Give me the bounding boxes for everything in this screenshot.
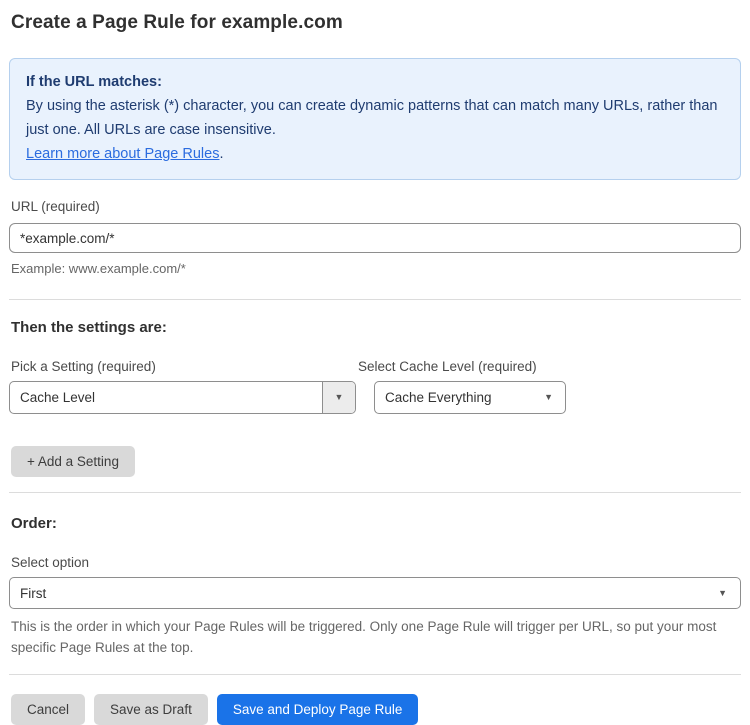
settings-section-heading: Then the settings are: <box>11 319 167 336</box>
divider <box>9 492 741 493</box>
caret-down-icon: ▼ <box>544 392 553 402</box>
order-section-heading: Order: <box>11 515 57 532</box>
setting-picker-caret-button[interactable] <box>322 382 355 413</box>
url-example-helper: Example: www.example.com/* <box>11 261 186 276</box>
divider <box>9 674 741 675</box>
order-helper-text: This is the order in which your Page Rules will be triggered. Only one Page Rule will trigger per URL, so put your most specific Page Rules at the top. <box>11 619 717 655</box>
cache-level-value: Cache Everything <box>385 390 492 405</box>
url-input[interactable] <box>9 223 741 253</box>
footer-buttons <box>9 694 741 725</box>
setting-picker-dropdown[interactable] <box>9 381 356 414</box>
page-title: Create a Page Rule for example.com <box>11 12 343 33</box>
add-setting-button[interactable]: + Add a Setting <box>11 446 135 477</box>
setting-picker-group <box>9 359 356 414</box>
link-suffix: . <box>219 146 224 162</box>
cache-level-picker-group <box>356 359 566 414</box>
cache-level-picker-label: Select Cache Level (required) <box>358 359 537 374</box>
divider <box>9 299 741 300</box>
caret-down-icon: ▼ <box>334 392 344 402</box>
caret-down-icon: ▼ <box>718 587 727 598</box>
info-box-heading: If the URL matches: <box>26 74 162 90</box>
order-select-label: Select option <box>11 555 90 570</box>
setting-picker-label: Pick a Setting (required) <box>11 359 156 374</box>
order-select-dropdown[interactable] <box>9 577 741 609</box>
url-matches-info-box <box>9 58 741 180</box>
url-field-label: URL (required) <box>11 199 100 214</box>
cancel-button[interactable]: Cancel <box>11 694 85 725</box>
order-select-value: First <box>20 585 47 601</box>
setting-picker-value: Cache Level <box>20 390 96 405</box>
info-box-link-line <box>26 142 724 166</box>
cache-level-dropdown[interactable] <box>374 381 566 414</box>
learn-more-link[interactable]: Learn more about Page Rules <box>26 146 220 162</box>
info-box-body: By using the asterisk (*) character, you can create dynamic patterns that can match many URLs, rather than just one. All URLs are case insensitive. <box>26 98 718 138</box>
settings-row <box>9 359 741 414</box>
save-and-deploy-button[interactable]: Save and Deploy Page Rule <box>217 694 419 725</box>
save-as-draft-button[interactable]: Save as Draft <box>94 694 208 725</box>
